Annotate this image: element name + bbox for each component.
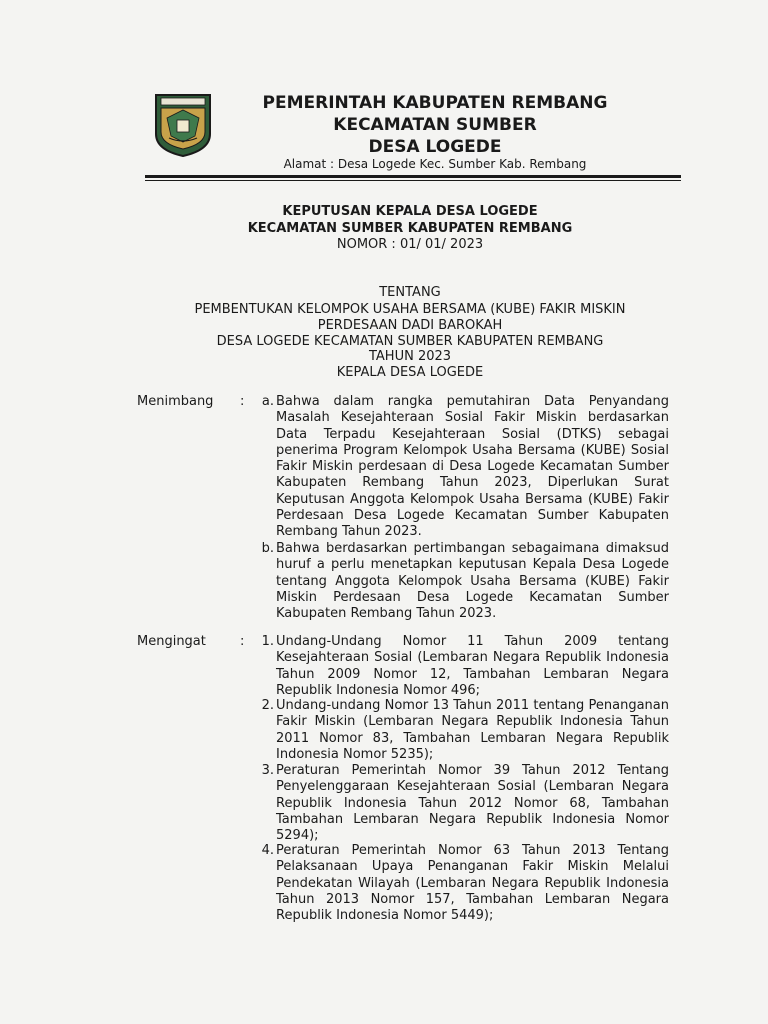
letterhead-district: KECAMATAN SUMBER bbox=[333, 115, 537, 135]
list-marker: 3. bbox=[261, 763, 274, 778]
menimbang-colon: : bbox=[240, 394, 245, 409]
list-marker: b. bbox=[261, 541, 274, 556]
mengingat-label: Mengingat bbox=[137, 634, 206, 649]
subject-signatory: KEPALA DESA LOGEDE bbox=[336, 365, 484, 380]
letterhead-village: DESA LOGEDE bbox=[368, 137, 502, 157]
subject-year: TAHUN 2023 bbox=[368, 349, 452, 364]
list-marker: 1. bbox=[261, 634, 274, 649]
mengingat-item-3: Peraturan Pemerintah Nomor 39 Tahun 2012 Tentang Penyelenggaraan Kesejahteraan Sosial (Lembaran Negara Republik Indonesia Tahun 2012 Nomor 68, Tambahan Tambahan Lembaran Negara Republik Indonesia Nomor 5294); bbox=[276, 763, 669, 844]
mengingat-item-4: Peraturan Pemerintah Nomor 63 Tahun 2013 Tentang Pelaksanaan Upaya Penanganan Fakir Miskin Melalui Pendekatan Wilayah (Lembaran Negara Republik Indonesia Tahun 2013 Nomor 157, Tambahan Lembaran Negara Republik Indonesia Nomor 5449); bbox=[276, 843, 669, 924]
rembang-regency-crest-icon bbox=[153, 92, 213, 158]
menimbang-item-a: Bahwa dalam rangka pemutahiran Data Penyandang Masalah Kesejahteraan Sosial Fakir Miskin berdasarkan Data Terpadu Kesejahteraan Sosial (DTKS) sebagai penerima Program Kelompok Usaha Bersama (KUBE) Sosial Fakir Miskin perdesaan di Desa Logede Kecamatan Sumber Kabupaten Rembang Tahun 2023, Diperlukan Surat Keputusan Anggota Kelompok Usaha Bersama (KUBE) Fakir Perdesaan Desa Logede Kecamatan Sumber Kabupaten Rembang Tahun 2023. bbox=[276, 394, 669, 540]
subject-line: PERDESAAN DADI BAROKAH bbox=[317, 318, 503, 333]
decision-number: NOMOR : 01/ 01/ 2023 bbox=[336, 237, 484, 252]
mengingat-item-2: Undang-undang Nomor 13 Tahun 2011 tentang Penanganan Fakir Miskin (Lembaran Negara Republik Indonesia Tahun 2011 Nomor 83, Tambahan Lembaran Negara Republik Indonesia Nomor 5235); bbox=[276, 698, 669, 762]
list-marker: 4. bbox=[261, 843, 274, 858]
letterhead-divider-thin bbox=[145, 180, 681, 181]
letterhead-government: PEMERINTAH KABUPATEN REMBANG bbox=[262, 93, 608, 113]
decision-title: KEPUTUSAN KEPALA DESA LOGEDE bbox=[282, 204, 538, 219]
subject-line: DESA LOGEDE KECAMATAN SUMBER KABUPATEN REMBANG bbox=[216, 334, 604, 349]
mengingat-item-1: Undang-Undang Nomor 11 Tahun 2009 tentang Kesejahteraan Sosial (Lembaran Negara Republik Indonesia Tahun 2009 Nomor 12, Tambahan Lembaran Negara Republik Indonesia Nomor 496; bbox=[276, 634, 669, 698]
mengingat-colon: : bbox=[240, 634, 245, 649]
subject-line: PEMBENTUKAN KELOMPOK USAHA BERSAMA (KUBE) FAKIR MISKIN bbox=[194, 302, 626, 317]
subject-tentang: TENTANG bbox=[379, 285, 441, 300]
menimbang-item-b: Bahwa berdasarkan pertimbangan sebagaimana dimaksud huruf a perlu menetapkan keputusan Kepala Desa Logede tentang Anggota Kelompok Usaha Bersama (KUBE) Fakir Miskin Perdesaan Desa Logede Kecamatan Sumber Kabupaten Rembang Tahun 2023. bbox=[276, 541, 669, 622]
menimbang-label: Menimbang bbox=[137, 394, 214, 409]
list-marker: 2. bbox=[261, 698, 274, 713]
decision-title-region: KECAMATAN SUMBER KABUPATEN REMBANG bbox=[247, 221, 573, 236]
letterhead-divider-thick bbox=[145, 175, 681, 178]
list-marker: a. bbox=[261, 394, 274, 409]
letterhead-address: Alamat : Desa Logede Kec. Sumber Kab. Rembang bbox=[283, 157, 587, 171]
